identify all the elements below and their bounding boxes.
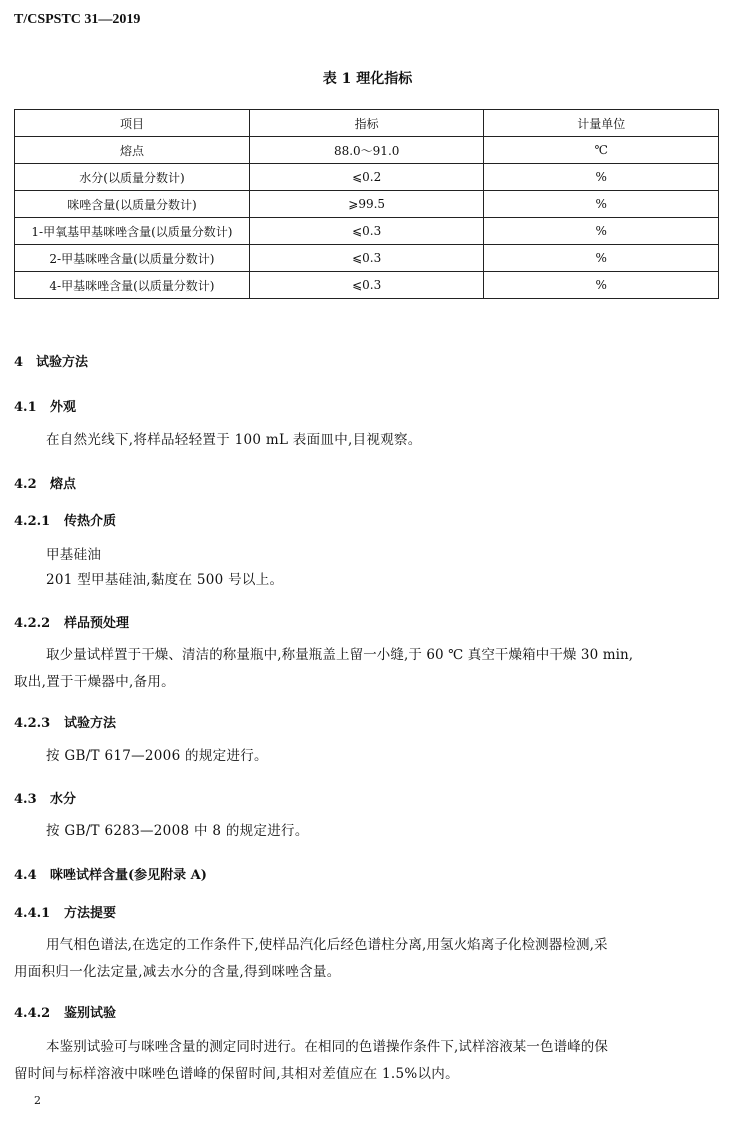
table-row xyxy=(15,191,719,218)
heading-title: 外观 xyxy=(50,400,77,415)
physicochemical-table xyxy=(14,109,719,299)
paragraph-4-2-2-line2: 取出,置于干燥器中,备用。 xyxy=(14,674,175,690)
table-cell: 88.0～91.0 xyxy=(249,137,484,164)
heading-title: 传热介质 xyxy=(64,514,117,529)
table-cell: ℃ xyxy=(484,137,719,164)
table-row xyxy=(15,272,719,299)
column-header-spec: 指标 xyxy=(249,110,484,137)
table-cell: ⩽0.3 xyxy=(249,272,484,299)
heading-number: 4.3 xyxy=(14,792,37,807)
heading-4-3 xyxy=(14,788,76,807)
table-cell: 咪唑含量(以质量分数计) xyxy=(15,191,250,218)
table-row xyxy=(15,137,719,164)
paragraph-4-4-1-line2: 用面积归一化法定量,减去水分的含量,得到咪唑含量。 xyxy=(14,964,341,980)
heading-4-4-2 xyxy=(14,1002,116,1021)
heading-number: 4.2.2 xyxy=(14,616,51,631)
heading-title: 水分 xyxy=(50,792,77,807)
paragraph-4-2-1-line1: 甲基硅油 xyxy=(46,547,102,563)
table-cell: 4-甲基咪唑含量(以质量分数计) xyxy=(15,272,250,299)
paragraph-4-2-2-line1: 取少量试样置于干燥、清洁的称量瓶中,称量瓶盖上留一小缝,于 60 ℃ 真空干燥箱中干燥 30 min, xyxy=(46,647,634,663)
heading-number: 4 xyxy=(14,355,24,370)
heading-title: 样品预处理 xyxy=(64,616,130,631)
heading-4-2 xyxy=(14,473,76,492)
heading-title: 试验方法 xyxy=(64,716,117,731)
table-cell: 熔点 xyxy=(15,137,250,164)
table-cell: 1-甲氧基甲基咪唑含量(以质量分数计) xyxy=(15,218,250,245)
table-cell: ⩽0.2 xyxy=(249,164,484,191)
heading-4-2-2 xyxy=(14,612,129,631)
column-header-unit: 计量单位 xyxy=(484,110,719,137)
heading-number: 4.2 xyxy=(14,477,37,492)
table-caption: 表 1 理化指标 xyxy=(322,71,413,87)
paragraph-4-4-2-line1: 本鉴别试验可与咪唑含量的测定同时进行。在相同的色谱操作条件下,试样溶液某一色谱峰的保 xyxy=(46,1039,608,1055)
table-cell: ⩾99.5 xyxy=(249,191,484,218)
paragraph-4-2-1-line2: 201 型甲基硅油,黏度在 500 号以上。 xyxy=(46,572,284,588)
paragraph-4-2-3: 按 GB/T 617—2006 的规定进行。 xyxy=(46,748,268,764)
heading-4-2-3 xyxy=(14,712,116,731)
heading-4 xyxy=(14,351,88,370)
heading-4-1 xyxy=(14,396,76,415)
paragraph-4-3: 按 GB/T 6283—2008 中 8 的规定进行。 xyxy=(46,823,309,839)
paragraph-4-4-2-line2: 留时间与标样溶液中咪唑色谱峰的保留时间,其相对差值应在 1.5%以内。 xyxy=(14,1066,459,1082)
heading-4-4-1 xyxy=(14,902,116,921)
heading-number: 4.2.3 xyxy=(14,716,51,731)
heading-number: 4.4.1 xyxy=(14,906,51,921)
heading-title: 熔点 xyxy=(50,477,77,492)
table-cell: 水分(以质量分数计) xyxy=(15,164,250,191)
heading-title: 方法提要 xyxy=(64,906,117,921)
heading-number: 4.2.1 xyxy=(14,514,51,529)
table-row xyxy=(15,218,719,245)
paragraph-4-1: 在自然光线下,将样品轻轻置于 100 mL 表面皿中,目视观察。 xyxy=(46,432,422,448)
heading-title: 鉴别试验 xyxy=(64,1006,117,1021)
table-cell: % xyxy=(484,218,719,245)
heading-number: 4.4.2 xyxy=(14,1006,51,1021)
table-row xyxy=(15,245,719,272)
table-cell: % xyxy=(484,164,719,191)
page-number: 2 xyxy=(34,1094,41,1107)
heading-title: 试验方法 xyxy=(36,355,89,370)
table-cell: ⩽0.3 xyxy=(249,218,484,245)
table-cell: ⩽0.3 xyxy=(249,245,484,272)
table-cell: 2-甲基咪唑含量(以质量分数计) xyxy=(15,245,250,272)
heading-title: 咪唑试样含量(参见附录 A) xyxy=(50,868,207,883)
heading-4-4 xyxy=(14,864,207,883)
table-header-row xyxy=(15,110,719,137)
paragraph-4-4-1-line1: 用气相色谱法,在选定的工作条件下,使样品汽化后经色谱柱分离,用氢火焰离子化检测器检测,采 xyxy=(46,937,608,953)
table-row xyxy=(15,164,719,191)
heading-number: 4.4 xyxy=(14,868,37,883)
table-cell: % xyxy=(484,245,719,272)
table-cell: % xyxy=(484,272,719,299)
table-cell: % xyxy=(484,191,719,218)
heading-4-2-1 xyxy=(14,510,116,529)
standard-code: T/CSPSTC 31—2019 xyxy=(14,12,141,27)
column-header-item: 项目 xyxy=(15,110,250,137)
heading-number: 4.1 xyxy=(14,400,37,415)
